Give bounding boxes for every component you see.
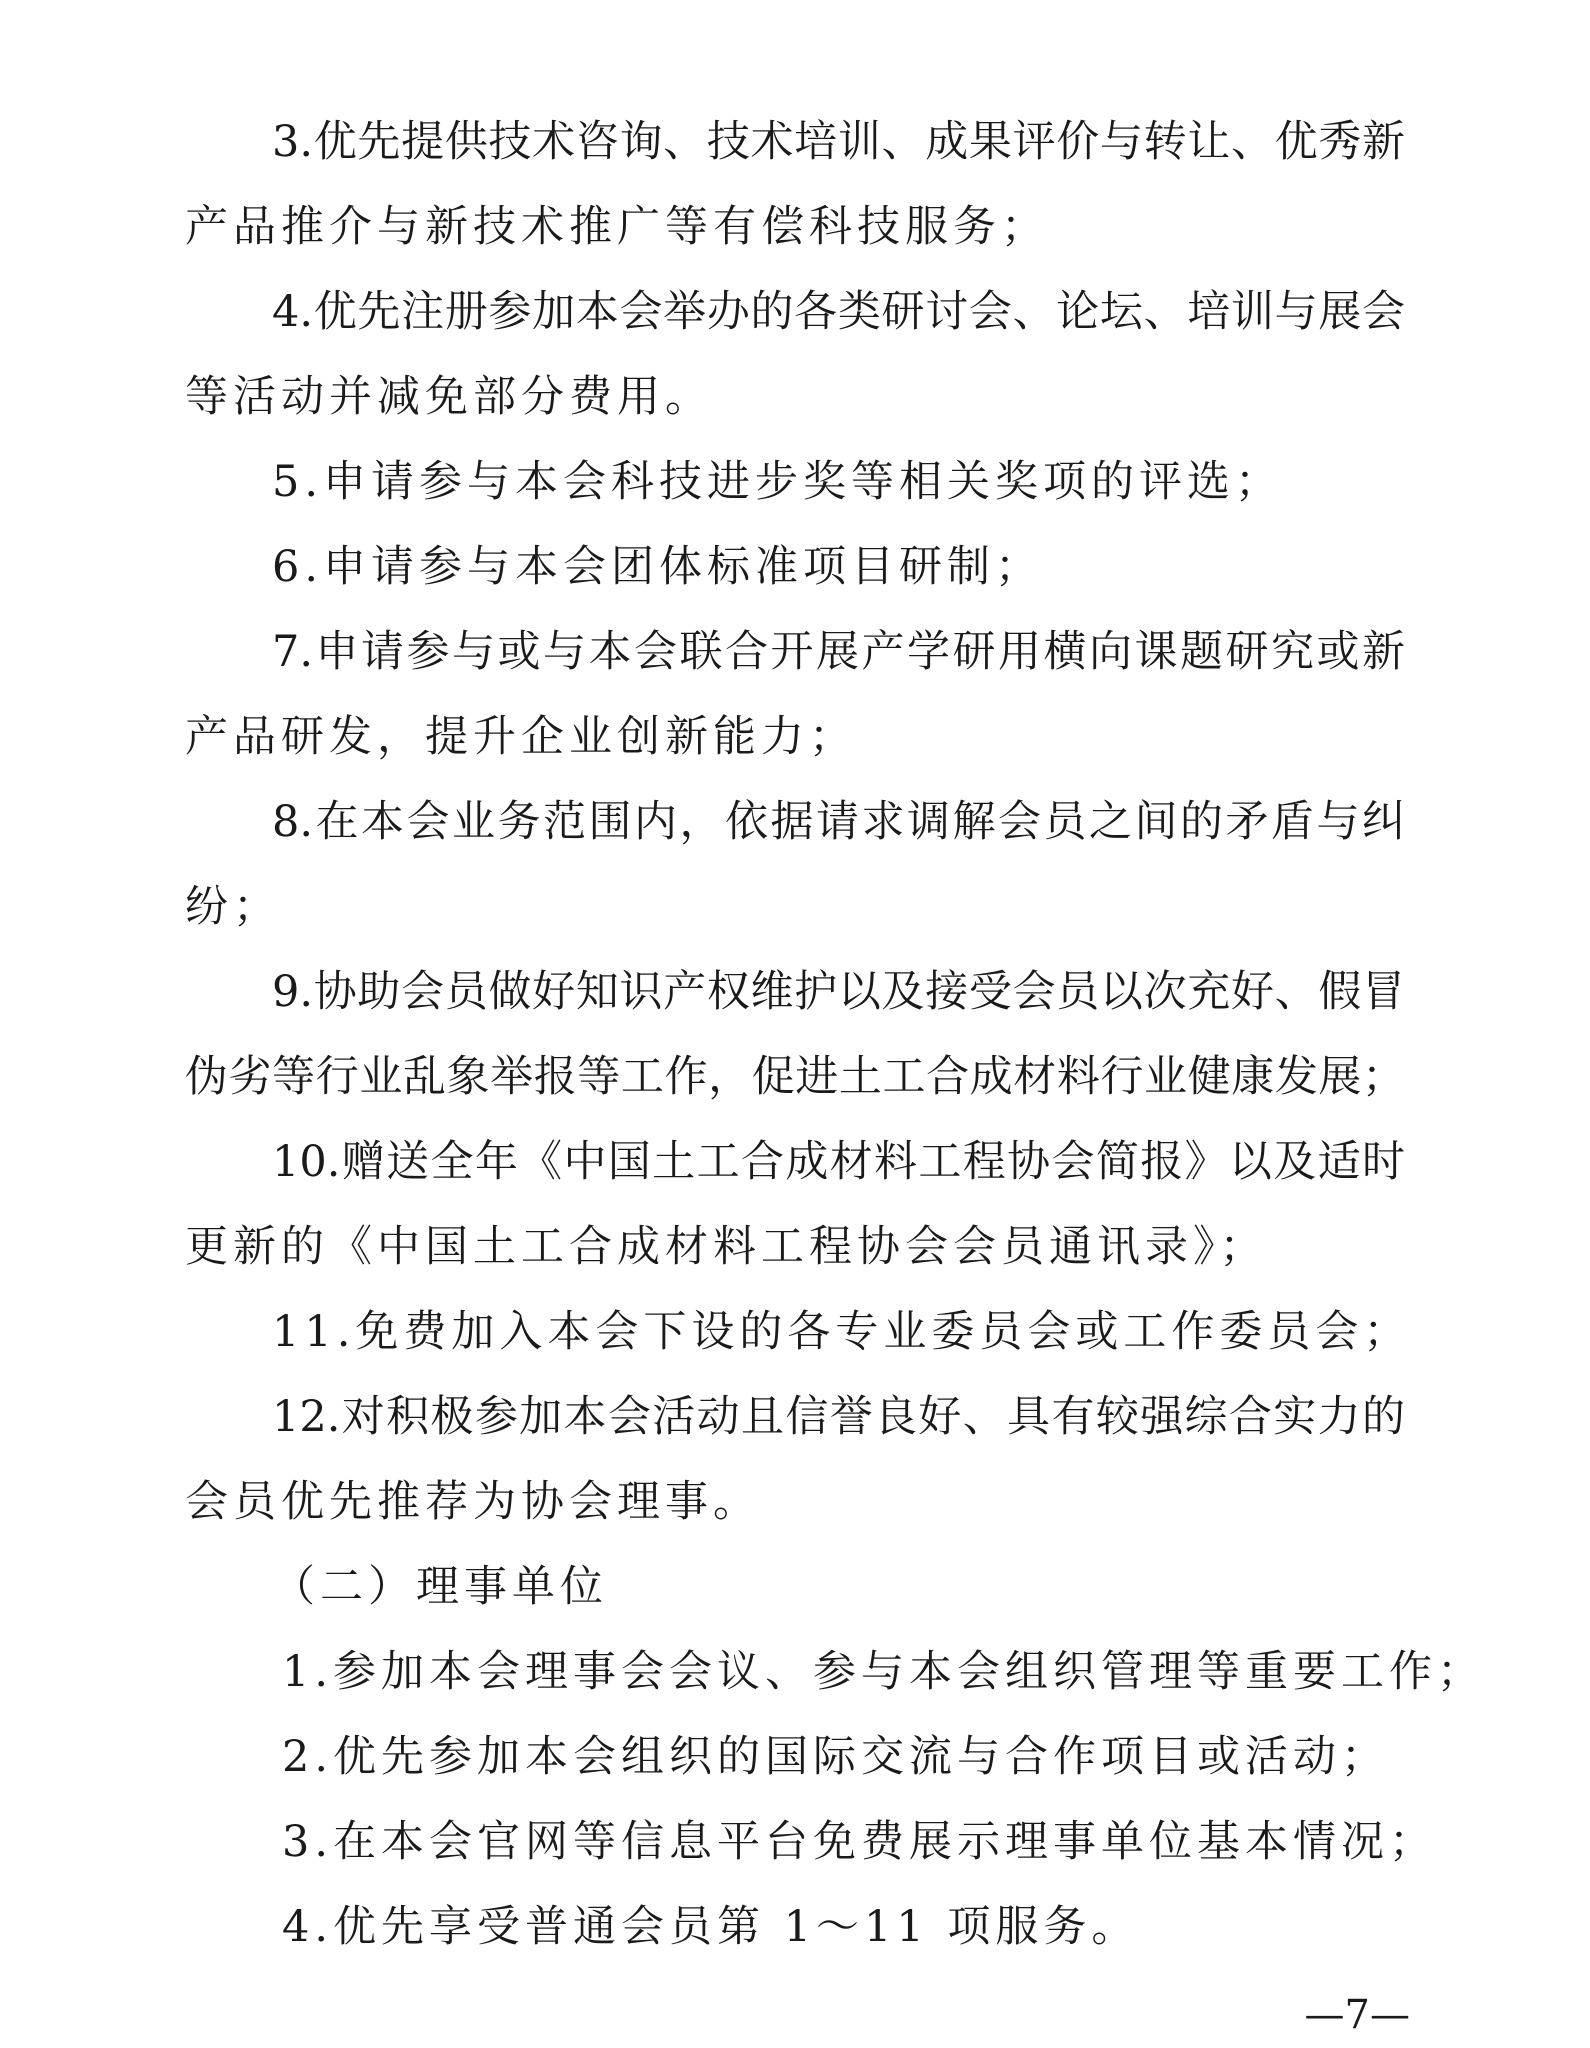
item-7-line-2: 产品研发，提升企业创新能力； bbox=[185, 712, 857, 762]
item-3-line-1: 3.优先提供技术咨询、技术培训、成果评价与转让、优秀新 bbox=[272, 117, 1405, 167]
item-9-line-2: 伪劣等行业乱象举报等工作，促进土工合成材料行业健康发展； bbox=[185, 1052, 1405, 1102]
item-4-line-1: 4.优先注册参加本会举办的各类研讨会、论坛、培训与展会 bbox=[272, 287, 1405, 337]
item-5: 5.申请参与本会科技进步奖等相关奖项的评选； bbox=[272, 457, 1284, 507]
director-item-1: 1.参加本会理事会会议、参与本会组织管理等重要工作； bbox=[282, 1647, 1486, 1697]
item-10-line-2: 更新的《中国土工合成材料工程协会会员通讯录》； bbox=[185, 1222, 1268, 1272]
item-10-line-1: 10.赠送全年《中国土工合成材料工程协会简报》以及适时 bbox=[272, 1137, 1405, 1187]
section-heading: （二）理事单位 bbox=[272, 1562, 608, 1612]
item-12-line-2: 会员优先推荐为协会理事。 bbox=[185, 1477, 761, 1527]
item-11: 11.免费加入本会下设的各专业委员会或工作委员会； bbox=[272, 1307, 1412, 1357]
item-12-line-1: 12.对积极参加本会活动且信誉良好、具有较强综合实力的 bbox=[272, 1392, 1405, 1442]
item-6: 6.申请参与本会团体标准项目研制； bbox=[272, 542, 1044, 592]
director-item-2: 2.优先参加本会组织的国际交流与合作项目或活动； bbox=[282, 1732, 1390, 1782]
director-item-4: 4.优先享受普通会员第 1～11 项服务。 bbox=[282, 1902, 1140, 1952]
page-number: —7— bbox=[1304, 1992, 1410, 2038]
item-4-line-2: 等活动并减免部分费用。 bbox=[185, 372, 713, 422]
item-8-line-1: 8.在本会业务范围内，依据请求调解会员之间的矛盾与纠 bbox=[272, 797, 1405, 847]
item-8-line-2: 纷； bbox=[185, 882, 281, 932]
item-7-line-1: 7.申请参与或与本会联合开展产学研用横向课题研究或新 bbox=[272, 627, 1405, 677]
item-3-line-2: 产品推介与新技术推广等有偿科技服务； bbox=[185, 202, 1049, 252]
director-item-3: 3.在本会官网等信息平台免费展示理事单位基本情况； bbox=[282, 1817, 1438, 1867]
item-9-line-1: 9.协助会员做好知识产权维护以及接受会员以次充好、假冒 bbox=[272, 967, 1405, 1017]
